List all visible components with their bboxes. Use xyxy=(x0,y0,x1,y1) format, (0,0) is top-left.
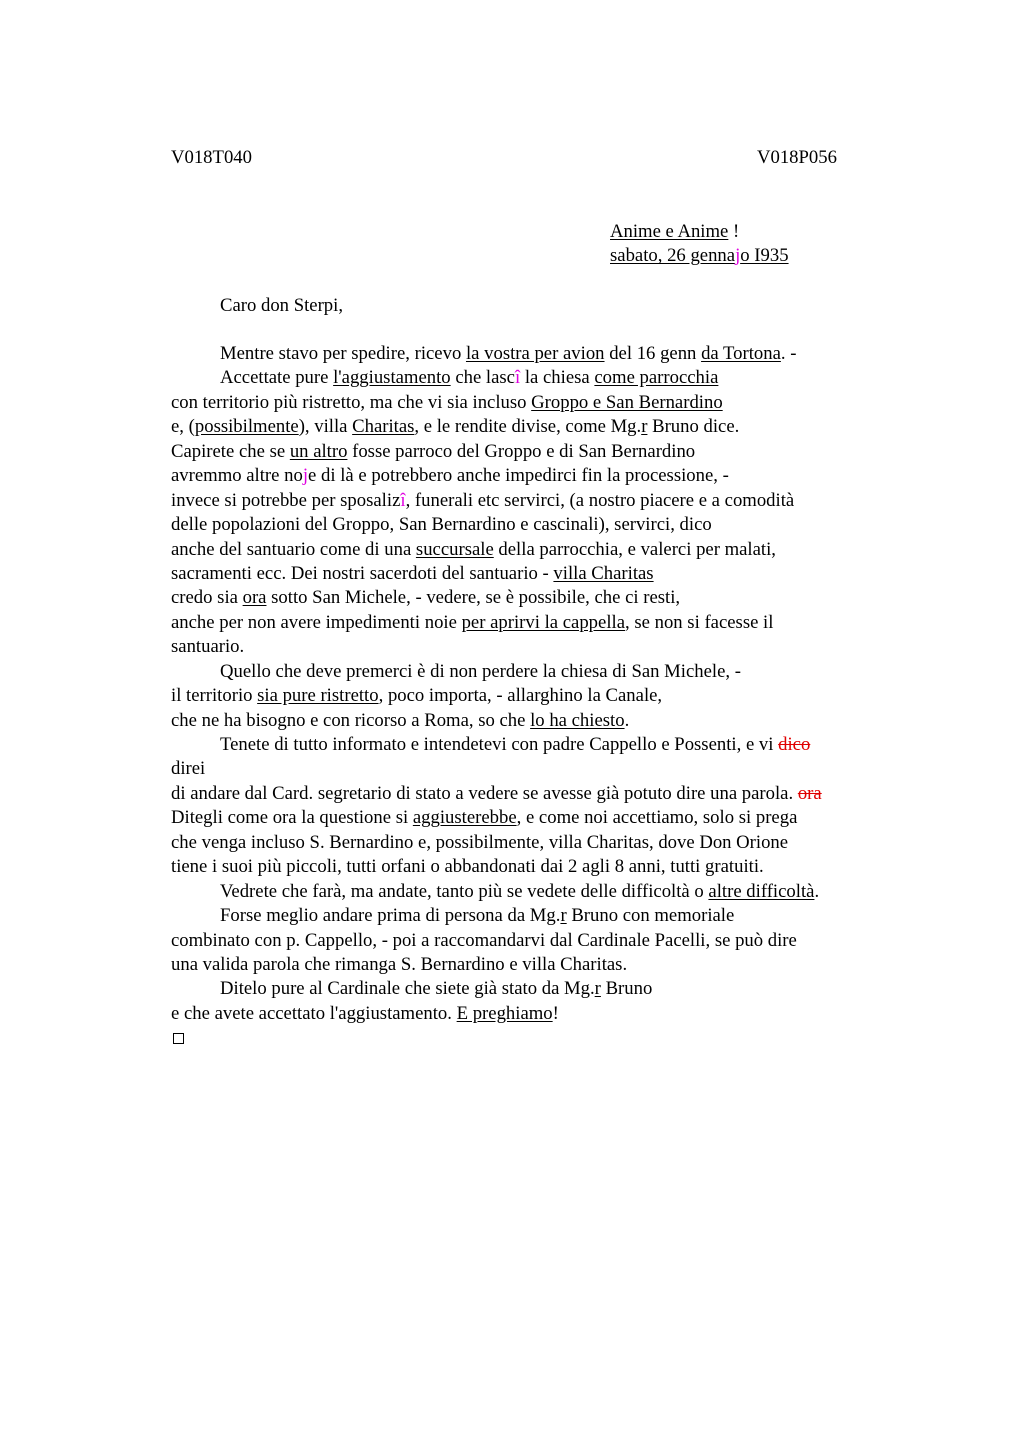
underlined-text: ora xyxy=(242,587,267,609)
text-line xyxy=(171,366,931,390)
text-run: e che avete accettato l'aggiustamento. xyxy=(171,1002,457,1024)
letter-title-suffix: ! xyxy=(728,221,740,242)
text-line xyxy=(171,538,931,562)
correction-mark: î xyxy=(400,489,406,511)
text-run: che lasc xyxy=(450,367,515,389)
text-line: santuario. xyxy=(171,636,245,658)
underlined-text: lo ha chiesto xyxy=(530,709,625,731)
text-line xyxy=(171,391,931,415)
left-reference-code: V018T040 xyxy=(171,147,252,168)
text-run: , e le rendite divise, come Mg. xyxy=(414,416,642,438)
date-correction: j xyxy=(735,245,741,267)
text-run: anche del santuario come di una xyxy=(171,538,416,560)
text-line xyxy=(171,440,931,464)
text-run: . - xyxy=(780,343,797,364)
underlined-text: r xyxy=(560,905,567,927)
deleted-text: dico xyxy=(778,734,811,755)
correction-mark: î xyxy=(514,367,521,389)
text-line xyxy=(171,880,931,904)
underlined-text: aggiusterebbe xyxy=(412,807,517,829)
underlined-text: Groppo e San Bernardino xyxy=(531,391,723,413)
text-line: una valida parola che rimanga S. Bernardino e villa Charitas. xyxy=(171,953,628,975)
text-run: Vedrete che farà, ma andate, tanto più se vedete delle difficoltà o xyxy=(220,880,709,902)
text-run: sotto San Michele, - vedere, se è possibile, che ci resti, xyxy=(266,587,681,609)
text-line xyxy=(171,733,931,757)
text-run: invece si potrebbe per sposaliz xyxy=(171,489,401,511)
underlined-text: E preghiamo xyxy=(456,1002,553,1024)
text-run: , se non si facesse il xyxy=(625,611,774,633)
text-line xyxy=(171,977,931,1001)
text-line xyxy=(171,586,931,610)
end-box-icon xyxy=(173,1033,184,1044)
text-run: Ditelo pure al Cardinale che siete già stato da Mg. xyxy=(220,978,595,1000)
right-reference-code: V018P056 xyxy=(757,147,837,168)
letter-body xyxy=(171,342,931,1051)
text-line xyxy=(171,782,931,806)
text-line xyxy=(171,1026,931,1050)
letter-title xyxy=(610,220,789,244)
underlined-text: da Tortona xyxy=(701,343,781,364)
text-line xyxy=(171,904,931,928)
letter-title-text: Anime e Anime xyxy=(610,221,729,242)
text-run: Capirete che se xyxy=(171,440,290,462)
letter-date-text xyxy=(610,245,789,266)
text-run: che ne ha bisogno e con ricorso a Roma, so che xyxy=(171,709,531,731)
text-run: credo sia xyxy=(171,587,243,609)
text-run: della parrocchia, e valerci per malati, xyxy=(493,538,776,560)
letter-date xyxy=(610,244,789,268)
text-run: e, ( xyxy=(171,416,195,438)
underlined-text: r xyxy=(594,978,601,1000)
text-run: Mentre stavo per spedire, ricevo xyxy=(220,343,466,364)
text-run: Accettate pure xyxy=(220,367,334,389)
text-line xyxy=(171,1002,931,1026)
salutation: Caro don Sterpi, xyxy=(220,295,344,316)
text-run: , poco importa, - allarghino la Canale, xyxy=(378,685,663,707)
underlined-text: Charitas xyxy=(352,416,415,438)
text-run: . xyxy=(624,709,630,731)
text-run: Bruno xyxy=(600,978,653,1000)
text-line: combinato con p. Cappello, - poi a raccomandarvi dal Cardinale Pacelli, se può dire xyxy=(171,929,797,951)
text-run: del 16 genn xyxy=(604,343,702,364)
text-line xyxy=(171,684,931,708)
underlined-text: altre difficoltà xyxy=(708,880,815,902)
correction-mark: j xyxy=(302,465,309,487)
text-run: Ditegli come ora la questione si xyxy=(171,807,413,829)
text-run: fosse parroco del Groppo e di San Bernardino xyxy=(347,440,696,462)
text-line xyxy=(171,709,931,733)
text-run: ! xyxy=(552,1002,559,1024)
underlined-text: r xyxy=(641,416,648,438)
underlined-text: la vostra per avion xyxy=(465,343,605,364)
underlined-text: villa Charitas xyxy=(553,562,654,584)
text-line xyxy=(171,611,931,635)
text-line: che venga incluso S. Bernardino e, possibilmente, villa Charitas, dove Don Orione xyxy=(171,831,789,853)
text-line xyxy=(171,415,931,439)
text-run: il territorio xyxy=(171,685,258,707)
text-run: , e come noi accettiamo, solo si prega xyxy=(516,807,798,829)
text-run: Tenete di tutto informato e intendetevi con padre Cappello e Possenti, e vi xyxy=(220,734,779,755)
text-run: e di là e potrebbero anche impedirci fin la processione, - xyxy=(308,465,729,487)
text-run: , funerali etc servirci, (a nostro piacere e a comodità xyxy=(405,489,795,511)
underlined-text: l'aggiustamento xyxy=(333,367,451,389)
text-line: tiene i suoi più piccoli, tutti orfani o abbandonati dai 2 agli 8 anni, tutti gratuiti. xyxy=(171,856,764,878)
text-run: con territorio più ristretto, ma che vi sia incluso xyxy=(171,391,532,413)
text-line xyxy=(171,489,931,513)
underlined-text: sia pure ristretto xyxy=(257,685,379,707)
text-run: Forse meglio andare prima di persona da Mg. xyxy=(220,905,561,927)
text-line: Quello che deve premerci è di non perdere la chiesa di San Michele, - xyxy=(220,660,741,682)
date-part: o I935 xyxy=(740,245,789,267)
text-line xyxy=(171,464,931,488)
text-line: direi xyxy=(171,758,206,780)
text-run: Bruno dice. xyxy=(647,416,740,438)
date-block xyxy=(610,220,789,269)
text-run: ), villa xyxy=(298,416,353,438)
text-run: avremmo altre no xyxy=(171,465,303,487)
underlined-text: come parrocchia xyxy=(594,367,719,389)
text-line xyxy=(171,562,931,586)
underlined-text: possibilmente xyxy=(194,416,299,438)
text-line xyxy=(171,342,931,366)
text-run: Bruno con memoriale xyxy=(566,905,735,927)
text-run: anche per non avere impedimenti noie xyxy=(171,611,462,633)
date-part: sabato, 26 genna xyxy=(610,245,736,267)
text-run: sacramenti ecc. Dei nostri sacerdoti del santuario - xyxy=(171,562,554,584)
text-line xyxy=(171,806,931,830)
underlined-text: per aprirvi la cappella xyxy=(461,611,626,633)
text-run: di andare dal Card. segretario di stato a vedere se avesse già potuto dire una parola. xyxy=(171,782,798,804)
underlined-text: succursale xyxy=(415,538,494,560)
text-line: delle popolazioni del Groppo, San Bernardino e cascinali), servirci, dico xyxy=(171,514,712,536)
deleted-text: ora xyxy=(797,782,822,804)
underlined-text: un altro xyxy=(289,440,348,462)
text-run: la chiesa xyxy=(520,367,595,389)
text-run: . xyxy=(814,880,820,902)
